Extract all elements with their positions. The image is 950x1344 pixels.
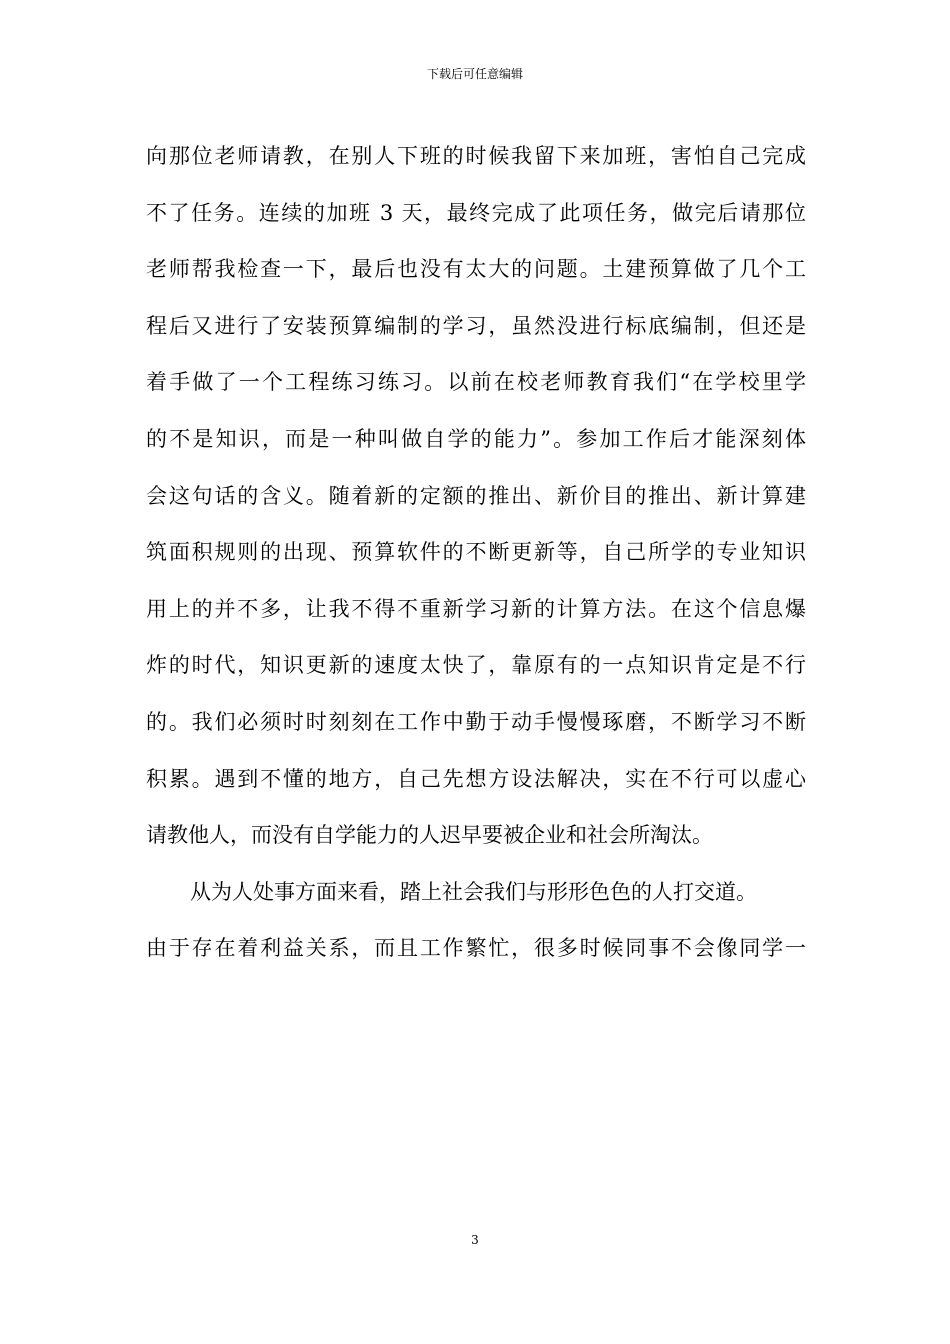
page-header: 下载后可任意编辑	[426, 67, 523, 81]
text-line: 由于存在着利益关系，而且工作繁忙，很多时候同事不会像同学一	[146, 936, 806, 961]
paragraph-start-line: 从为人处事方面来看，踏上社会我们与形形色色的人打交道。	[190, 879, 757, 904]
text-line: 的不是知识，而是一种叫做自学的能力”。参加工作后才能深刻体	[146, 426, 806, 451]
text-line: 不了任务。连续的加班 3 天，最终完成了此项任务，做完后请那位	[146, 200, 806, 225]
text-line: 炸的时代，知识更新的速度太快了，靠原有的一点知识肯定是不行	[146, 653, 806, 678]
text-line: 老师帮我检查一下，最后也没有太大的问题。土建预算做了几个工	[146, 257, 806, 282]
text-line: 程后又进行了安装预算编制的学习，虽然没进行标底编制，但还是	[146, 313, 806, 338]
text-line: 筑面积规则的出现、预算软件的不断更新等，自己所学的专业知识	[146, 540, 806, 565]
text-line: 着手做了一个工程练习练习。以前在校老师教育我们“在学校里学	[146, 370, 806, 395]
text-line: 的。我们必须时时刻刻在工作中勤于动手慢慢琢磨，不断学习不断	[146, 709, 806, 734]
paragraph-end-line: 请教他人，而没有自学能力的人迟早要被企业和社会所淘汰。	[146, 823, 713, 848]
text-line: 会这句话的含义。随着新的定额的推出、新价目的推出、新计算建	[146, 483, 806, 508]
text-line: 用上的并不多，让我不得不重新学习新的计算方法。在这个信息爆	[146, 596, 806, 621]
text-line: 向那位老师请教，在别人下班的时候我留下来加班，害怕自己完成	[146, 144, 806, 168]
text-line: 积累。遇到不懂的地方，自己先想方设法解决，实在不行可以虚心	[146, 766, 806, 791]
document-body	[146, 128, 806, 977]
page-number: 3	[471, 1233, 479, 1247]
